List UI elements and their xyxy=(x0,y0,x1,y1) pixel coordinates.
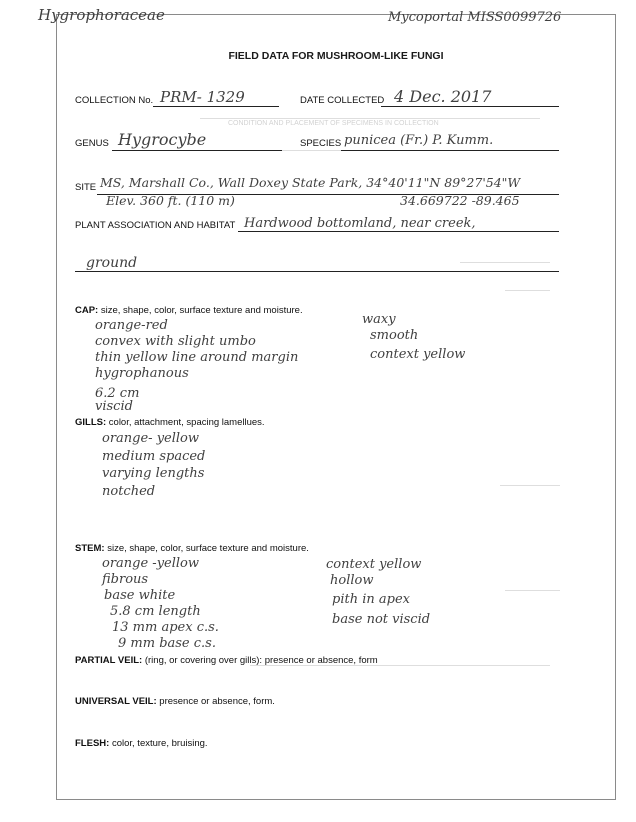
stem-section-label xyxy=(75,543,309,554)
genus-label: GENUS xyxy=(75,138,109,149)
partial-veil-description: (ring, or covering over gills): presence or absence, form xyxy=(144,655,378,666)
cap-note: orange-red xyxy=(95,318,168,333)
cap-label: CAP: xyxy=(75,305,99,316)
cap-note: smooth xyxy=(370,328,419,343)
bleed-through-text: CONDITION AND PLACEMENT OF SPECIMENS IN COLLECTION xyxy=(228,120,439,127)
date-collected-label: DATE COLLECTED xyxy=(300,95,385,106)
cap-note: thin yellow line around margin xyxy=(95,350,299,365)
species-line xyxy=(341,150,559,151)
genus-value: Hygrocybe xyxy=(118,130,207,149)
universal-veil-section-label xyxy=(75,696,275,707)
site-label: SITE xyxy=(75,182,97,193)
date-collected-value: 4 Dec. 2017 xyxy=(394,87,492,106)
habitat-value-line2: ground xyxy=(86,255,138,271)
gills-note: orange- yellow xyxy=(102,431,200,446)
species-label: SPECIES xyxy=(300,138,342,149)
flesh-description: color, texture, bruising. xyxy=(111,738,208,749)
gills-label: GILLS: xyxy=(75,417,107,428)
gills-note: notched xyxy=(102,484,156,499)
collection-number-label: COLLECTION No. xyxy=(75,95,154,106)
stem-note: 13 mm apex c.s. xyxy=(112,620,219,635)
bleed-through-line xyxy=(200,118,540,119)
cap-note: context yellow xyxy=(370,347,466,362)
partial-veil-label: PARTIAL VEIL: xyxy=(75,655,143,666)
cap-description: size, shape, color, surface texture and moisture. xyxy=(100,305,303,316)
cap-note: 6.2 cm xyxy=(95,386,140,401)
flesh-section-label xyxy=(75,738,208,749)
collection-number-value: PRM- 1329 xyxy=(160,88,245,106)
collection-number-line xyxy=(153,106,279,107)
stem-note: pith in apex xyxy=(332,592,410,607)
family-name: Hygrophoraceae xyxy=(38,6,165,24)
cap-section-label xyxy=(75,305,303,316)
stem-note: hollow xyxy=(330,573,374,588)
cap-note: viscid xyxy=(95,399,133,414)
stem-note: base white xyxy=(104,588,176,603)
habitat-line xyxy=(238,231,559,232)
bleed-through-line xyxy=(500,485,560,486)
universal-veil-label: UNIVERSAL VEIL: xyxy=(75,696,157,707)
stem-note: orange -yellow xyxy=(102,556,200,571)
genus-line xyxy=(112,150,282,151)
gills-note: medium spaced xyxy=(102,449,206,464)
bleed-through-line xyxy=(460,262,550,263)
site-elevation: Elev. 360 ft. (110 m) xyxy=(106,193,235,208)
gills-description: color, attachment, spacing lamellues. xyxy=(108,417,265,428)
site-locality: MS, Marshall Co., Wall Doxey State Park, 34°40'11"N 89°27'54"W xyxy=(100,175,521,190)
catalog-number: Mycoportal MISS0099726 xyxy=(388,10,562,25)
habitat-line-2 xyxy=(75,271,559,272)
form-title: FIELD DATA FOR MUSHROOM-LIKE FUNGI xyxy=(228,50,444,62)
cap-note: waxy xyxy=(362,312,396,327)
flesh-label: FLESH: xyxy=(75,738,110,749)
gills-section-label xyxy=(75,417,265,428)
species-value: punicea (Fr.) P. Kumm. xyxy=(344,133,494,148)
cap-note: convex with slight umbo xyxy=(95,334,256,349)
partial-veil-section-label xyxy=(75,655,378,666)
stem-label: STEM: xyxy=(75,543,105,554)
stem-description: size, shape, color, surface texture and moisture. xyxy=(107,543,309,554)
stem-note: fibrous xyxy=(102,572,149,587)
stem-note: base not viscid xyxy=(332,612,431,627)
stem-note: context yellow xyxy=(326,557,422,572)
site-coordinates: 34.669722 -89.465 xyxy=(400,193,520,208)
bleed-through-line xyxy=(505,590,560,591)
date-collected-line xyxy=(381,106,559,107)
habitat-value-line1: Hardwood bottomland, near creek, xyxy=(244,216,476,231)
stem-note: 9 mm base c.s. xyxy=(118,636,216,651)
universal-veil-description: presence or absence, form. xyxy=(159,696,275,707)
stem-note: 5.8 cm length xyxy=(110,604,201,619)
cap-note: hygrophanous xyxy=(95,366,189,381)
bleed-through-line xyxy=(505,290,550,291)
habitat-label: PLANT ASSOCIATION AND HABITAT xyxy=(75,220,236,231)
gills-note: varying lengths xyxy=(102,466,205,481)
